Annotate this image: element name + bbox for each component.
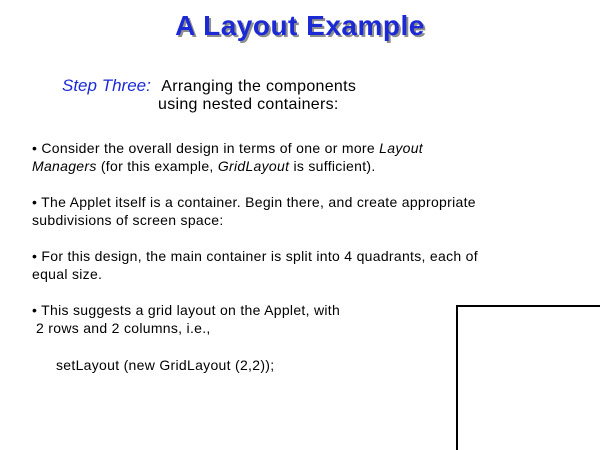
- bullet-grid-layout: [32, 301, 482, 337]
- bullet-1-emphasis-layout-managers: Layout Managers: [32, 140, 423, 174]
- bullet-1-middle: (for this example,: [96, 158, 218, 174]
- applet-container-outline: [456, 305, 600, 450]
- bullet-1-emphasis-gridlayout: GridLayout: [217, 158, 290, 174]
- bullet-applet-container: • The Applet itself is a container. Begin there, and create appropriate subdivisions of screen space:: [32, 194, 476, 228]
- step-text-line1: Arranging the components: [161, 78, 357, 95]
- step-label: Step Three:: [62, 76, 151, 95]
- step-text-line2: using nested containers:: [158, 96, 339, 113]
- bullet-1-prefix: • Consider the overall design in terms of one or more: [32, 140, 380, 156]
- code-set-layout: setLayout (new GridLayout (2,2));: [56, 357, 275, 373]
- bullet-layout-managers: [32, 139, 482, 175]
- slide-title: A Layout Example: [175, 10, 425, 41]
- bullet-4-line1: • This suggests a grid layout on the Applet, with: [32, 302, 341, 318]
- bullet-4-line2: 2 rows and 2 columns, i.e.,: [36, 320, 211, 336]
- bullet-1-suffix: is sufficient).: [289, 158, 376, 174]
- step-heading: [62, 76, 356, 96]
- bullet-quadrants: • For this design, the main container is split into 4 quadrants, each of equal size.: [32, 248, 478, 282]
